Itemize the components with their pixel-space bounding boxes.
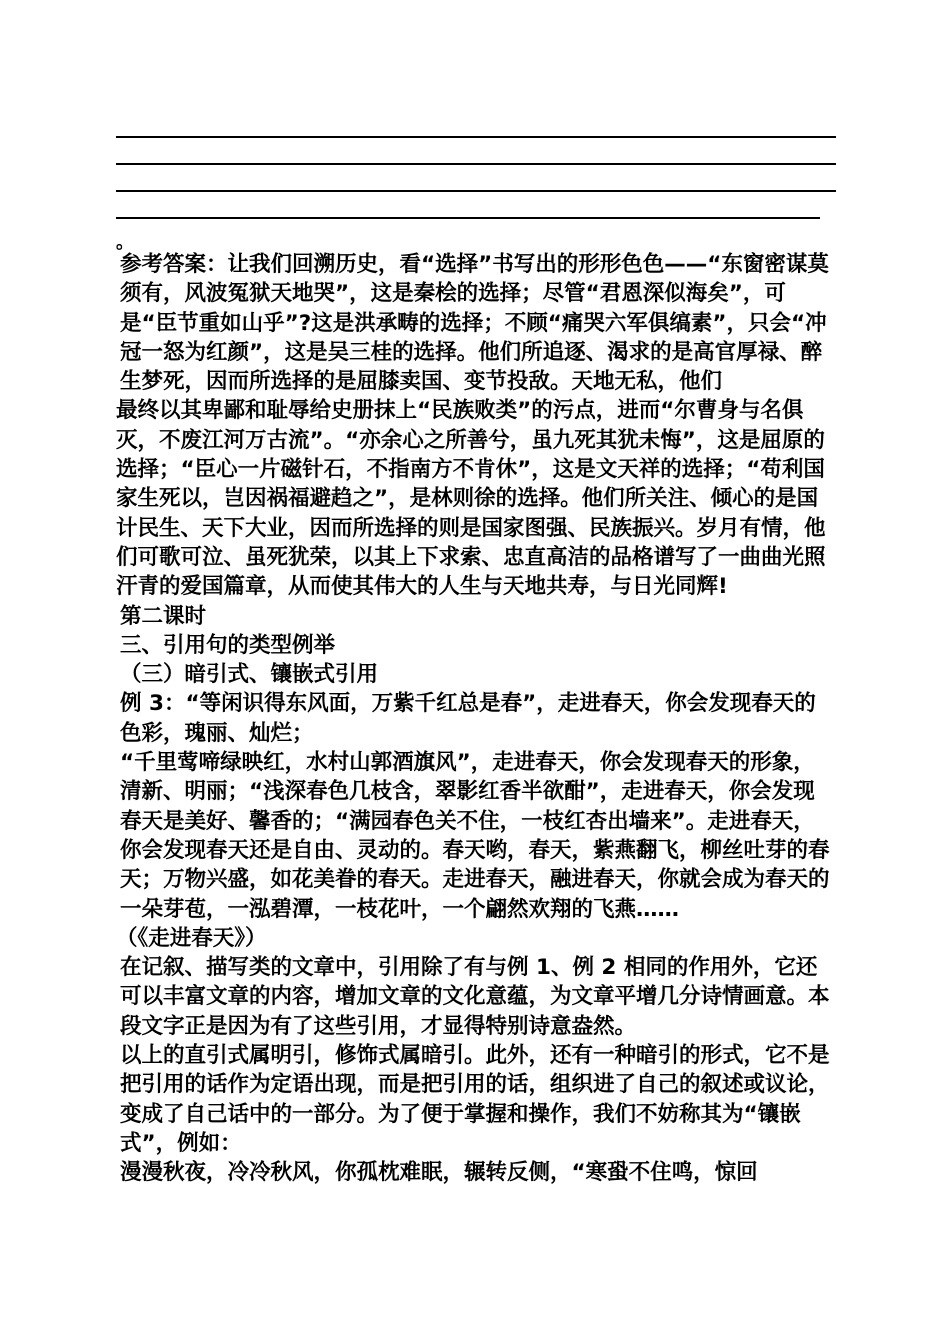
example-paragraph-continued: “千里莺啼绿映红，水村山郭酒旗风”，走进春天，你会发现春天的形象，清新、明丽；“浅深春色几枝含，翠影红香半欲酣”，走进春天，你会发现春天是美好、馨香的；“满园春色关不住，一枝红杏出墙来”。走进春天，你会发现春天还是自由、灵动的。春天哟，春天，紫燕翻飞，柳丝吐芽的春天；万物兴盛，如花美眷的春天。走进春天，融进春天，你就会成为春天的一朵芽苞，一泓碧潭，一枝花叶，一个翩然欢翔的飞燕……: [120, 750, 830, 922]
answer-line: [116, 190, 836, 192]
answer-blank-lines: [116, 136, 836, 219]
explanation-paragraph: 以上的直引式属明引，修饰式属暗引。此外，还有一种暗引的形式，它不是把引用的话作为定语出现，而是把引用的话，组织进了自己的叙述或议论，变成了自己话中的一部分。为了便于掌握和操作，我们不妨称其为“镶嵌式”，例如：: [120, 1043, 830, 1156]
analysis-paragraph: 在记叙、描写类的文章中，引用除了有与例 1、例 2 相同的作用外，它还可以丰富文章的内容，增加文章的文化意蕴，为文章平增几分诗情画意。本段文字正是因为有了这些引用，才显得特别诗意盎然。: [120, 955, 830, 1039]
subsection-heading: （三）暗引式、镶嵌式引用: [120, 662, 379, 688]
example-source: （《走进春天》）: [116, 925, 267, 951]
answer-line: [116, 136, 836, 138]
answer-line: [116, 163, 836, 165]
section-heading: 三、引用句的类型例举: [120, 632, 336, 658]
answer-end-mark: 。: [116, 232, 134, 253]
reference-answer-continued: 最终以其卑鄙和耻辱给史册抹上“民族败类”的污点，进而“尔曹身与名俱灭，不废江河万古流”。“亦余心之所善兮，虽九死其犹未悔”，这是屈原的选择；“臣心一片磁针石，不指南方不肯休”，这是文天祥的选择；“苟利国家生死以，岂因祸福避趋之”，是林则徐的选择。他们所关注、倾心的是国计民生、天下大业，因而所选择的则是国家图强、民族振兴。岁月有情，他们可歌可泣、虽死犹荣，以其上下求索、忠直高洁的品格谱写了一曲曲光照汗青的爱国篇章，从而使其伟大的人生与天地共寿，与日光同辉!: [116, 398, 826, 600]
embedded-example-paragraph: 漫漫秋夜，冷冷秋风，你孤枕难眠，辗转反侧，“寒蛩不住鸣，惊回: [120, 1160, 758, 1186]
lesson-heading: 第二课时: [120, 603, 207, 629]
example-paragraph: 例 3：“等闲识得东风面，万紫千红总是春”，走进春天，你会发现春天的色彩，瑰丽、灿烂；: [120, 691, 816, 746]
document-page: [116, 128, 836, 1188]
reference-answer-paragraph: 参考答案：让我们回溯历史，看“选择”书写出的形形色色——“东窗密谋莫须有，风波冤狱天地哭”，这是秦桧的选择；尽管“君恩深似海矣”，可是“臣节重如山乎”?这是洪承畴的选择；不顾“痛哭六军俱缟素”，只会“冲冠一怒为红颜”，这是吴三桂的选择。他们所追逐、渴求的是高官厚禄、醉生梦死，因而所选择的是屈膝卖国、变节投敌。天地无私，他们: [120, 252, 829, 395]
answer-line: [116, 217, 820, 219]
